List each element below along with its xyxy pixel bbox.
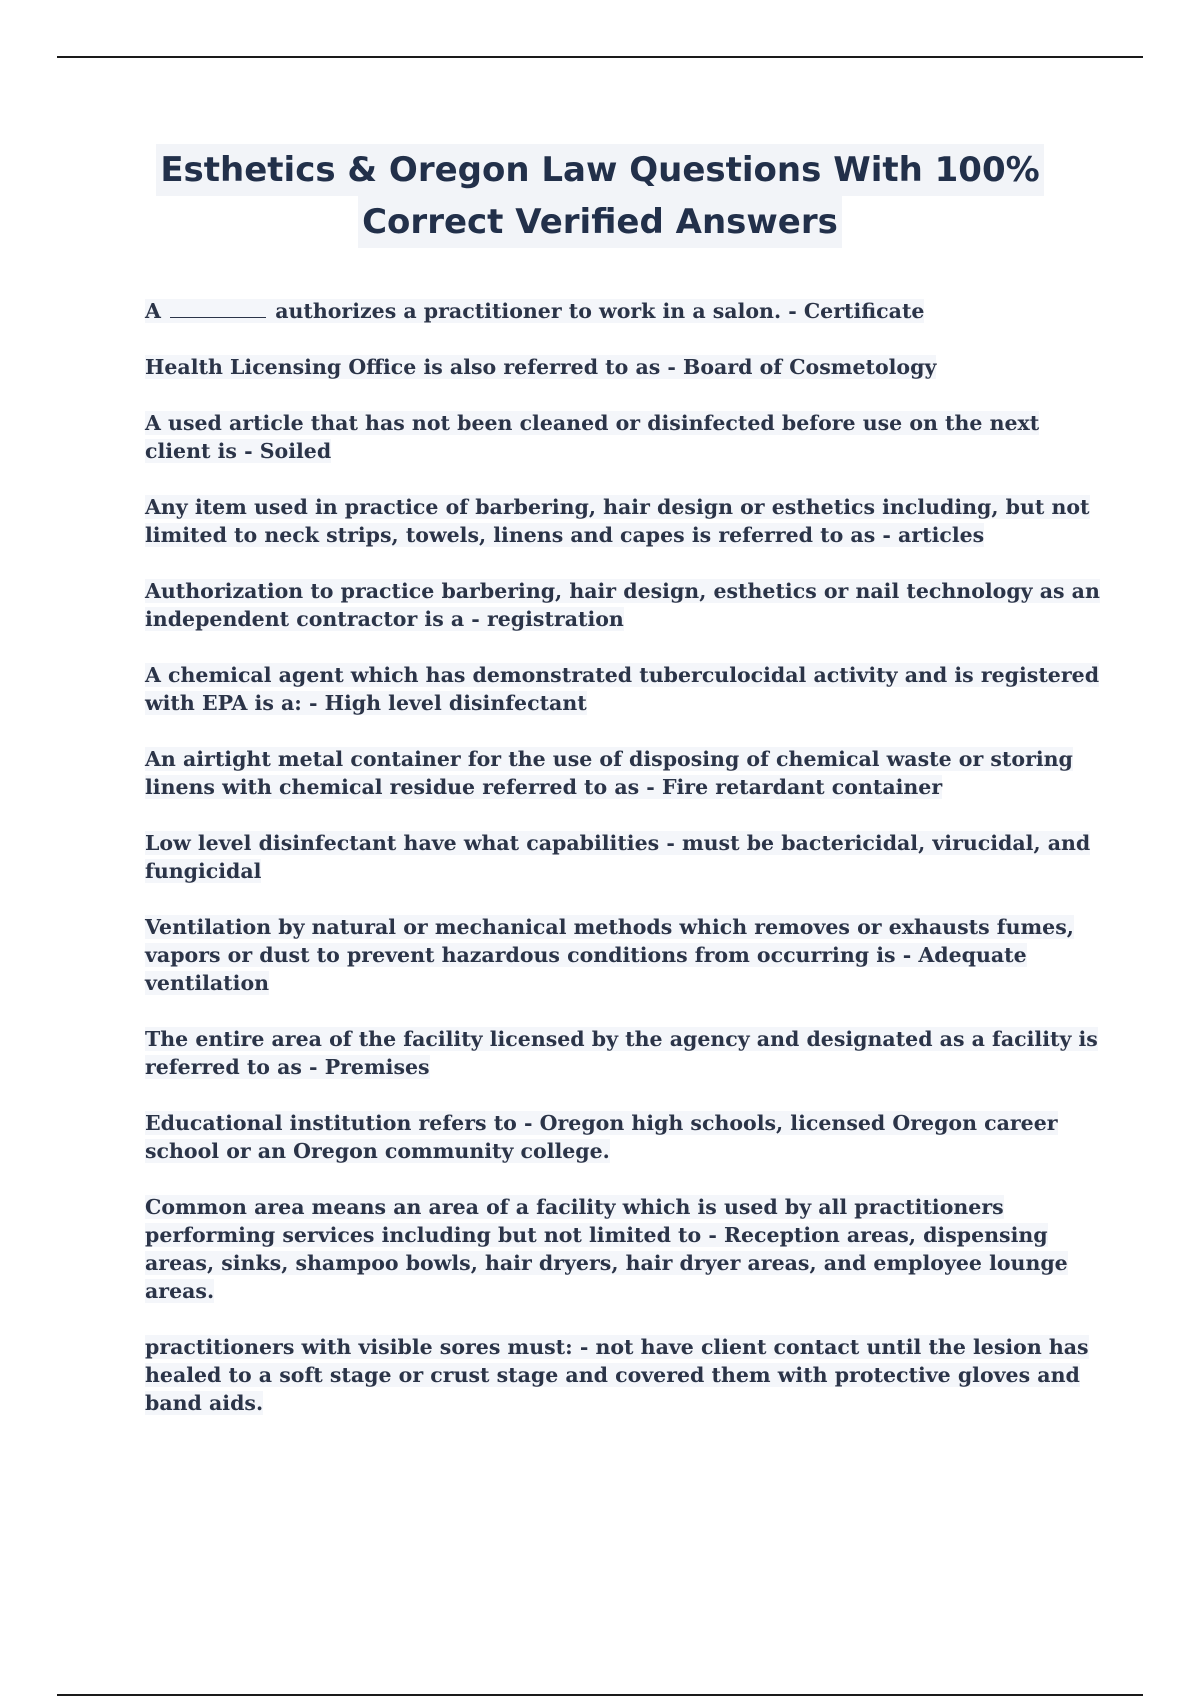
title-line-1: Esthetics & Oregon Law Questions With 100%: [156, 144, 1043, 196]
qa-item: [145, 297, 1105, 325]
qa-item: [145, 1193, 1105, 1305]
question-answer-list: [145, 297, 1105, 1445]
top-rule: [57, 56, 1143, 58]
qa-item-text: Health Licensing Office is also referred to as - Board of Cosmetology: [145, 355, 937, 379]
qa-item: [145, 913, 1105, 997]
qa-item-text: Low level disinfectant have what capabilities - must be bactericidal, virucidal, and fungicidal: [145, 831, 1091, 883]
qa-item-text: Any item used in practice of barbering, hair design or esthetics including, but not limited to neck strips, towels, linens and capes is referred to as - articles: [145, 495, 1090, 547]
qa-item-text: The entire area of the facility licensed by the agency and designated as a facility is referred to as - Premises: [145, 1027, 1098, 1079]
qa-item-suffix: authorizes a practitioner to work in a salon. - Certificate: [275, 299, 925, 323]
qa-item-text: An airtight metal container for the use of disposing of chemical waste or storing linens with chemical residue referred to as - Fire retardant container: [145, 747, 1073, 799]
qa-item: [145, 577, 1105, 633]
qa-item-text: A chemical agent which has demonstrated tuberculocidal activity and is registered with EPA is a: - High level disinfectant: [145, 663, 1100, 715]
title-line-2: Correct Verified Answers: [358, 196, 842, 248]
qa-item-text: Ventilation by natural or mechanical methods which removes or exhausts fumes, vapors or dust to prevent hazardous conditions from occurring is - Adequate ventilation: [145, 915, 1074, 995]
qa-item: [145, 353, 1105, 381]
qa-item: [145, 661, 1105, 717]
qa-item: [145, 409, 1105, 465]
qa-item: [145, 1025, 1105, 1081]
qa-item: [145, 1109, 1105, 1165]
qa-item-prefix: A: [145, 299, 161, 323]
qa-item: [145, 745, 1105, 801]
document-title: [100, 144, 1100, 248]
qa-item-text: practitioners with visible sores must: - not have client contact until the lesion has healed to a soft stage or crust stage and covered them with protective gloves and band aids.: [145, 1335, 1089, 1415]
qa-item-text: A used article that has not been cleaned or disinfected before use on the next client is - Soiled: [145, 411, 1040, 463]
qa-item: [145, 493, 1105, 549]
qa-item: [145, 1333, 1105, 1417]
qa-item-text: Authorization to practice barbering, hair design, esthetics or nail technology as an independent contractor is a - registration: [145, 579, 1100, 631]
qa-item-text: Educational institution refers to - Oregon high schools, licensed Oregon career school or an Oregon community college.: [145, 1111, 1058, 1163]
bottom-rule: [57, 1694, 1143, 1696]
fill-in-blank: [170, 299, 266, 318]
qa-item: [145, 829, 1105, 885]
qa-item-text: Common area means an area of a facility which is used by all practitioners performing services including but not limited to - Reception areas, dispensing areas, sinks, shampoo bowls, hair dryers, hair dryer areas, and employee lounge areas.: [145, 1195, 1068, 1303]
